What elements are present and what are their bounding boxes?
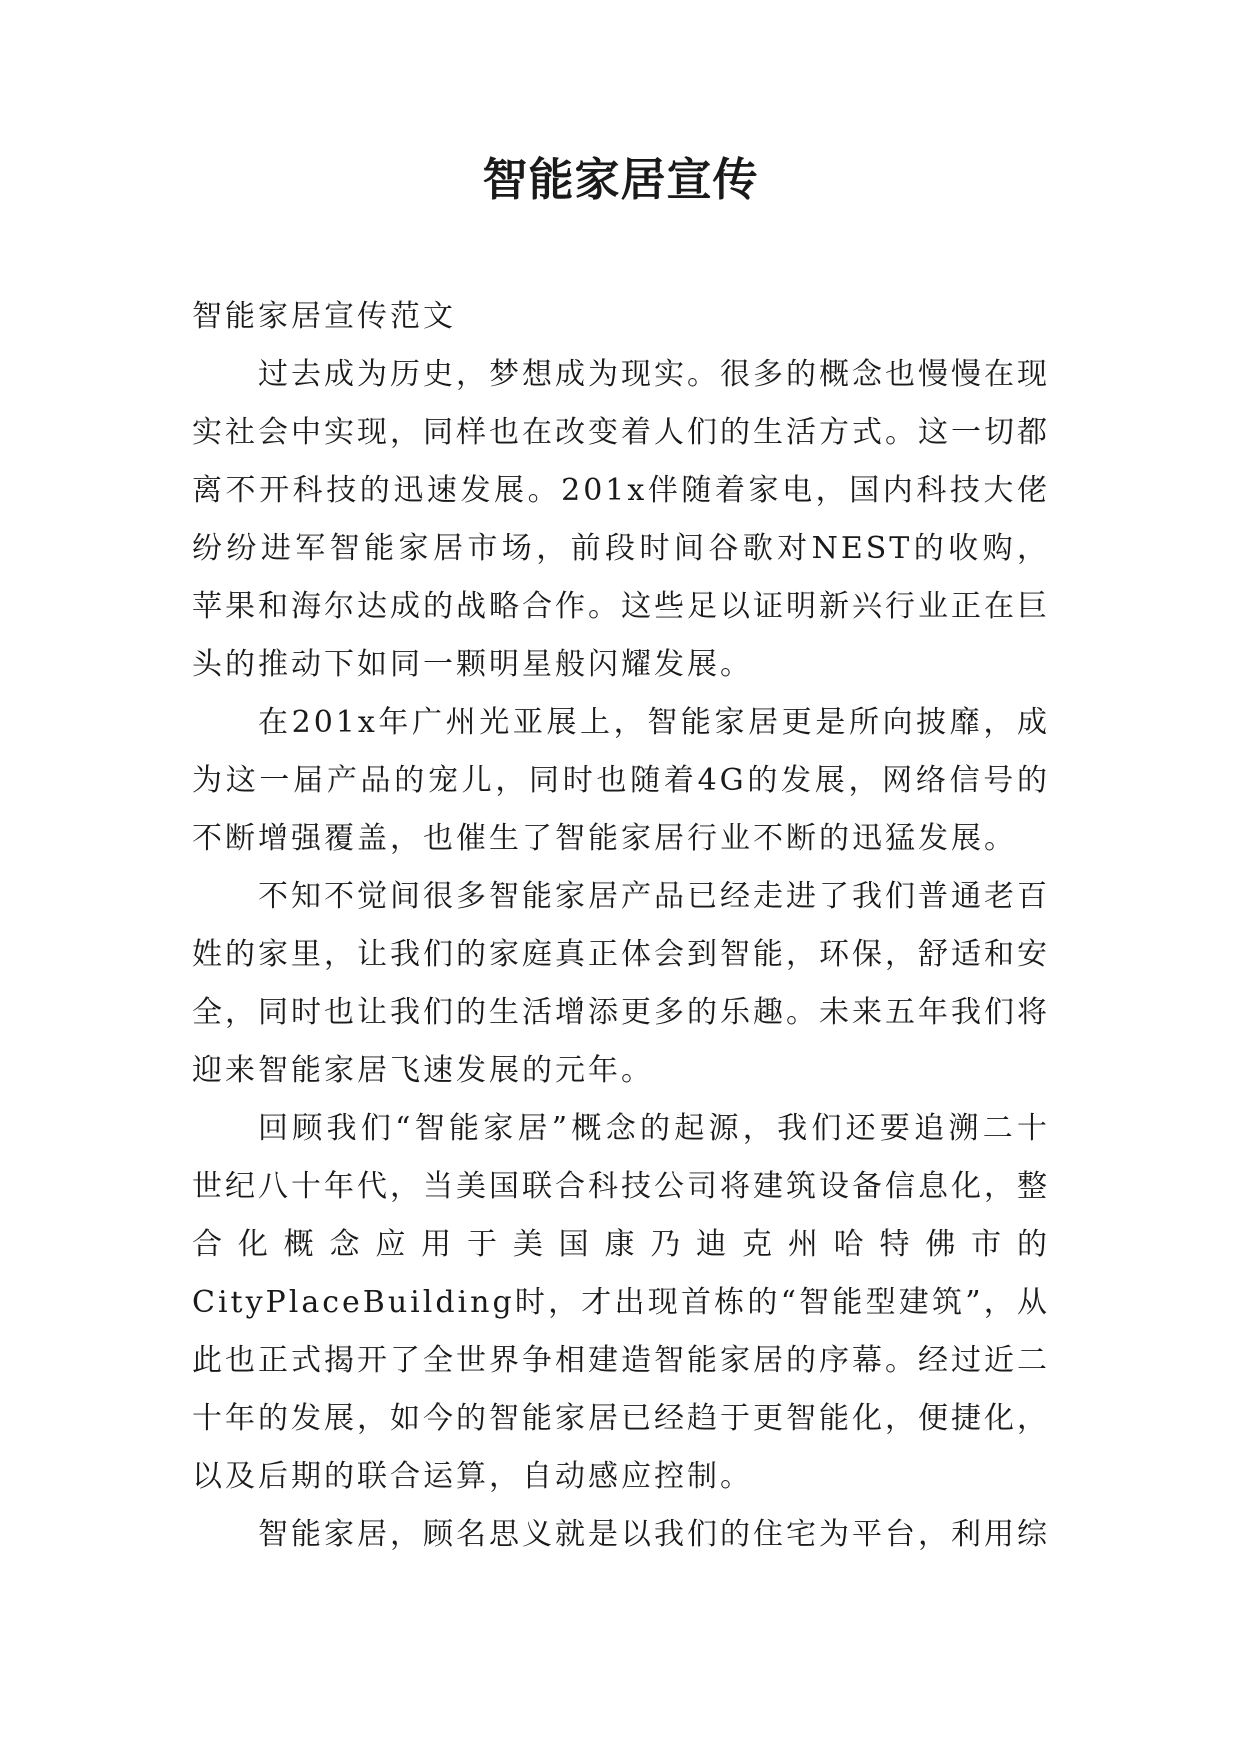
paragraph-5: 智能家居，顾名思义就是以我们的住宅为平台，利用综 xyxy=(258,1517,1050,1552)
document-title: 智能家居宣传 xyxy=(482,153,759,206)
paragraph-2: 在201x年广州光亚展上，智能家居更是所向披靡，成为这一届产品的宠儿，同时也随着4G的发展，网络信号的不断增强覆盖，也催生了智能家居行业不断的迅猛发展。 xyxy=(192,705,1050,856)
paragraph-3: 不知不觉间很多智能家居产品已经走进了我们普通老百姓的家里，让我们的家庭真正体会到智能，环保，舒适和安全，同时也让我们的生活增添更多的乐趣。未来五年我们将迎来智能家居飞速发展的元年。 xyxy=(192,879,1050,1088)
paragraph-1: 过去成为历史，梦想成为现实。很多的概念也慢慢在现实社会中实现，同样也在改变着人们的生活方式。这一切都离不开科技的迅速发展。201x伴随着家电，国内科技大佬纷纷进军智能家居市场，前段时间谷歌对NEST的收购，苹果和海尔达成的战略合作。这些足以证明新兴行业正在巨头的推动下如同一颗明星般闪耀发展。 xyxy=(192,357,1050,682)
paragraph-4: 回顾我们“智能家居”概念的起源，我们还要追溯二十世纪八十年代，当美国联合科技公司将建筑设备信息化，整合化概念应用于美国康乃迪克州哈特佛市的CityPlaceBuilding时，才出现首栋的“智能型建筑”，从此也正式揭开了全世界争相建造智能家居的序幕。经过近二十年的发展，如今的智能家居已经趋于更智能化，便捷化，以及后期的联合运算，自动感应控制。 xyxy=(192,1111,1050,1494)
document-subtitle: 智能家居宣传范文 xyxy=(192,299,456,334)
document-body xyxy=(192,288,1050,1564)
